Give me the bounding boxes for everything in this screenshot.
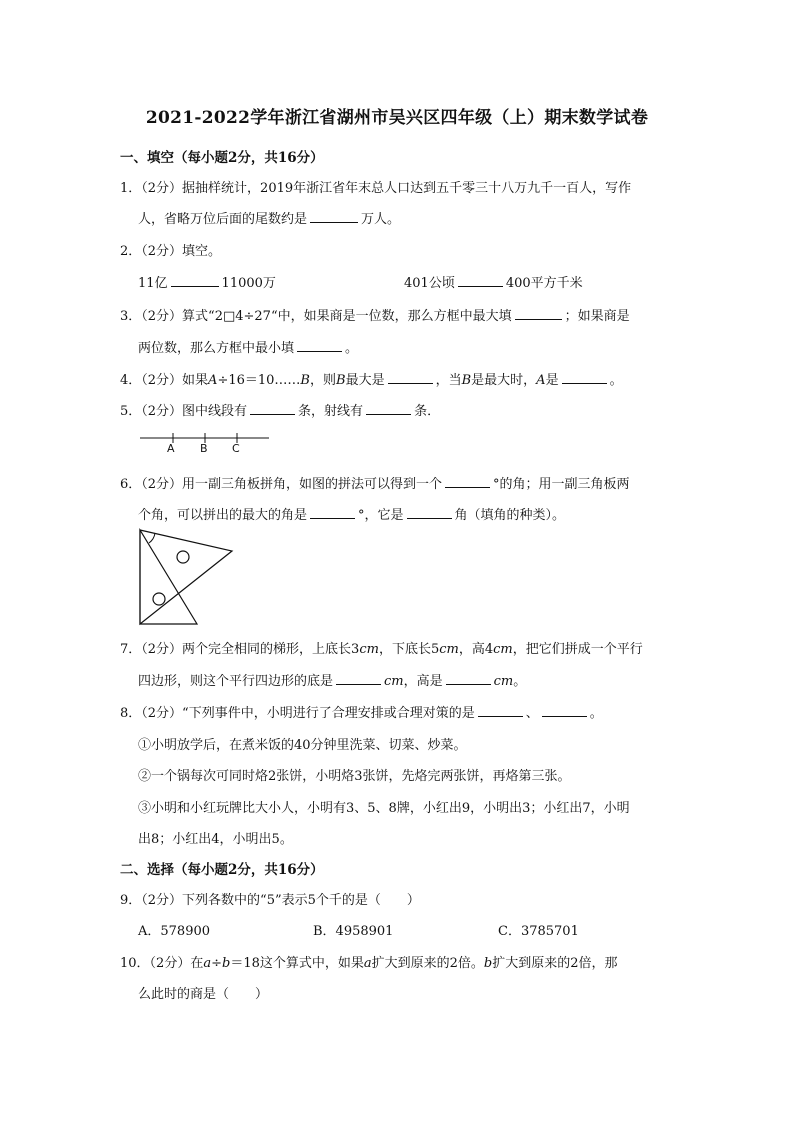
q9-option-b[interactable]: B．4958901: [313, 924, 394, 939]
question-8-option-2: ②一个锅每次可同时烙2张饼，小明烙3张饼，先烙完两张饼，再烙第三张。: [138, 769, 571, 784]
question-2: 2．（2分）填空。: [120, 244, 222, 259]
answer-blank[interactable]: [250, 402, 295, 415]
answer-blank[interactable]: [310, 506, 355, 519]
answer-blank[interactable]: [515, 307, 562, 320]
point-label-a: A: [167, 442, 175, 455]
answer-blank[interactable]: [388, 371, 433, 384]
ruler-hole: [177, 551, 189, 563]
question-7: 7．（2分）两个完全相同的梯形，上底长3cm，下底长5cm，高4cm，把它们拼成一个平行: [120, 642, 643, 657]
question-3-line-2: 两位数，那么方框中最小填 。: [138, 341, 359, 356]
answer-blank[interactable]: [366, 402, 411, 415]
question-3: 3．（2分）算式“2□4÷27“中，如果商是一位数，那么方框中最大填 ；如果商是: [120, 309, 630, 324]
question-1-line-2: 人，省略万位后面的尾数约是 万人。: [138, 212, 401, 227]
q9-option-c[interactable]: C．3785701: [498, 924, 579, 939]
section-heading-fill-blank: 一、填空（每小题2分，共16分）: [120, 150, 324, 166]
point-label-b: B: [200, 442, 208, 455]
question-8-option-3: ③小明和小红玩牌比大小人，小明有3、5、8牌，小红出9，小明出3；小红出7，小明: [138, 801, 630, 816]
question-6: 6．（2分）用一副三角板拼角，如图的拼法可以得到一个 °的角；用一副三角板两: [120, 477, 630, 492]
answer-blank[interactable]: [478, 704, 523, 717]
q1-text: 1．（2分）据抽样统计，2019年浙江省年末总人口达到五千零三十八万九千一百人，写作: [120, 181, 632, 196]
set-square-30-60: [140, 530, 232, 624]
question-10: 10．（2分）在a÷b＝18这个算式中，如果a扩大到原来的2倍。b扩大到原来的2倍，那: [120, 956, 618, 971]
set-square-45: [140, 530, 197, 624]
question-10-line-2: 么此时的商是（ ）: [138, 987, 269, 1002]
answer-blank[interactable]: [310, 210, 358, 223]
answer-blank[interactable]: [562, 371, 607, 384]
page-title: 2021-2022学年浙江省湖州市吴兴区四年级（上）期末数学试卷: [145, 108, 649, 128]
q9-option-a[interactable]: A．578900: [138, 924, 211, 939]
answer-blank[interactable]: [542, 704, 587, 717]
question-5: 5．（2分）图中线段有 条，射线有 条．: [120, 404, 441, 419]
answer-blank[interactable]: [171, 274, 219, 287]
ruler-hole: [153, 593, 165, 605]
question-4: 4．（2分）如果A÷16＝10……B，则B最大是 ，当B是最大时，A是 。: [120, 373, 623, 388]
question-7-line-2: 四边形，则这个平行四边形的底是 cm，高是 cm。: [138, 674, 527, 689]
point-label-c: C: [232, 442, 240, 455]
answer-blank[interactable]: [445, 475, 490, 488]
question-8-option-1: ①小明放学后，在煮米饭的40分钟里洗菜、切菜、炒菜。: [138, 738, 467, 753]
question-1: [120, 177, 631, 196]
triangle-rulers-figure: [135, 527, 240, 629]
section-heading-choice: 二、选择（每小题2分，共16分）: [120, 862, 324, 878]
question-8: 8．（2分）“下列事件中，小明进行了合理安排或合理对策的是 、 。: [120, 706, 603, 721]
answer-blank[interactable]: [336, 672, 381, 685]
answer-blank[interactable]: [297, 339, 342, 352]
angle-arc: [149, 533, 155, 543]
question-6-line-2: 个角，可以拼出的最大的角是 °，它是 角（填角的种类）。: [138, 508, 566, 523]
question-8-option-3-line-2: 出8；小红出4，小明出5。: [138, 832, 293, 847]
answer-blank[interactable]: [407, 506, 452, 519]
question-2-items: 11亿 11000万: [138, 276, 276, 291]
question-9: 9．（2分）下列各数中的“5”表示5个千的是（ ）: [120, 893, 420, 908]
answer-blank[interactable]: [458, 274, 503, 287]
question-2-items-right: 401公顷 400平方千米: [404, 276, 583, 291]
answer-blank[interactable]: [446, 672, 491, 685]
